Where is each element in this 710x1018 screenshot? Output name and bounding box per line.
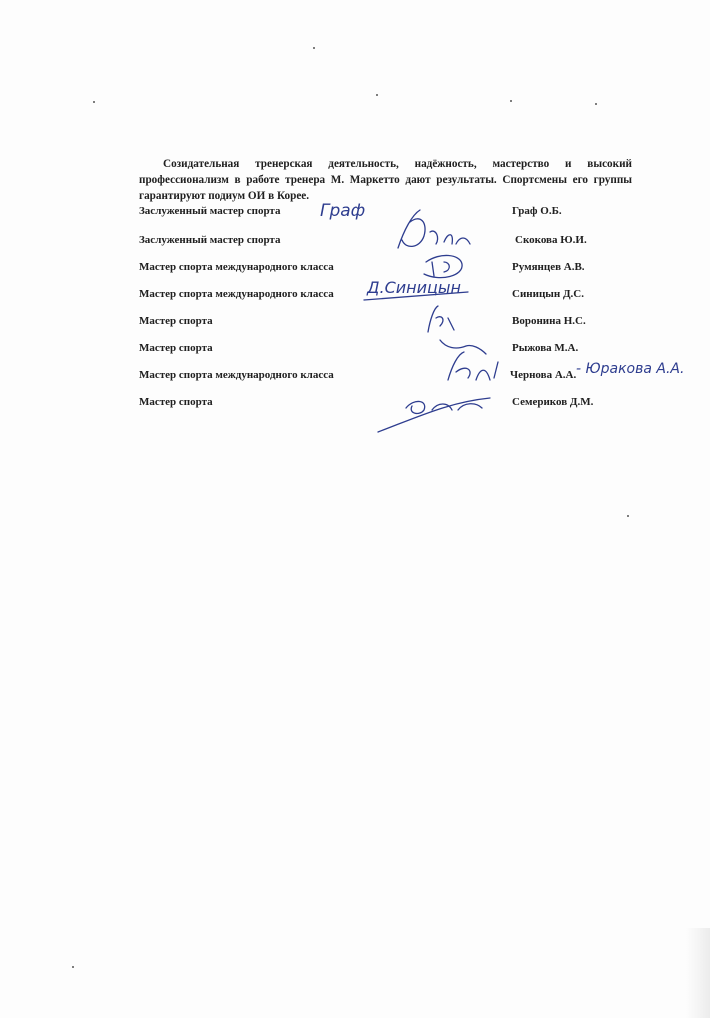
signatory-title: Мастер спорта [139,315,213,327]
signatory-row [0,361,710,389]
scan-edge-shade [686,928,710,1018]
signatory-name: Семериков Д.М. [512,396,594,408]
signatory-name: Скокова Ю.И. [515,234,587,246]
scan-speck [313,47,315,49]
signatory-row [0,278,710,308]
signatory-row [0,261,710,281]
signatory-title: Мастер спорта международного класса [139,369,334,381]
handwritten-name: Граф [320,201,366,221]
signatory-title: Мастер спорта международного класса [139,288,334,300]
scan-speck [627,515,629,517]
signatory-title: Мастер спорта [139,342,213,354]
signatory-name: Синицын Д.С. [512,288,584,300]
signatory-row [0,315,710,335]
signatory-title: Заслуженный мастер спорта [139,205,281,217]
signatory-title: Мастер спорта международного класса [139,261,334,273]
signatory-row [0,234,710,254]
signatory-title: Мастер спорта [139,396,213,408]
scan-speck [93,101,95,103]
scan-speck [595,103,597,105]
handwritten-name: Д.Синицын [367,278,461,297]
handwritten-name: - Юракова А.А. [576,361,685,377]
scan-speck [376,94,378,96]
scan-speck [72,966,74,968]
signatory-name: Воронина Н.С. [512,315,586,327]
signatory-name: Румянцев А.В. [512,261,585,273]
signatory-name: Граф О.Б. [512,205,562,217]
signatory-name: Чернова А.А. [510,369,577,381]
signatory-row [0,201,710,225]
signatory-title: Заслуженный мастер спорта [139,234,281,246]
signatory-name: Рыжова М.А. [512,342,579,354]
signatory-row [0,342,710,362]
signatory-row [0,396,710,416]
scan-speck [510,100,512,102]
body-paragraph: Созидательная тренерская деятельность, надёжность, мастерство и высокий профессионализм в работе тренера М. Маркетто дают результаты. Спортсмены его группы гарантируют подиум ОИ в Корее. [139,158,632,203]
